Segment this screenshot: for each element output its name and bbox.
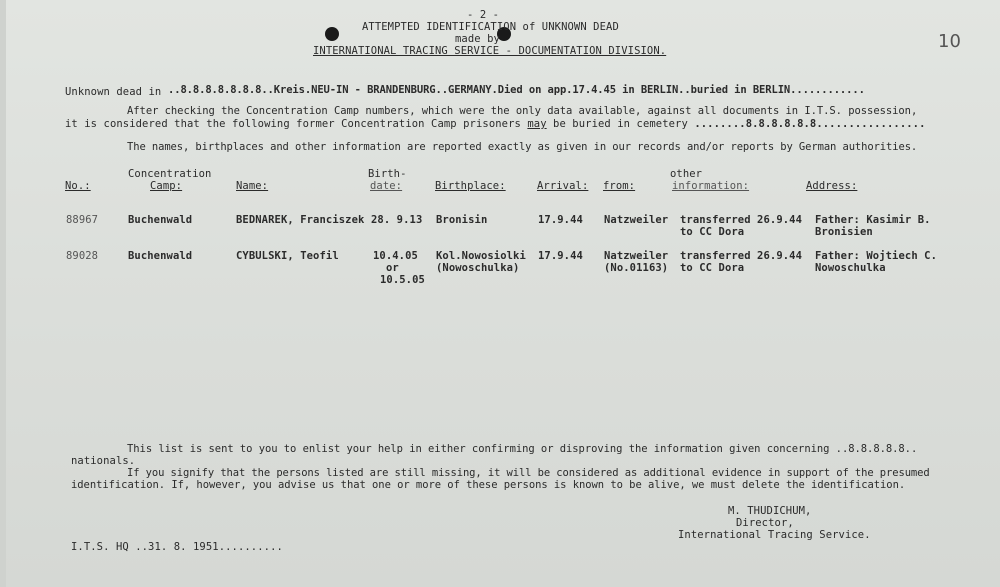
row-from-1: Natzweiler (604, 250, 669, 262)
row-number: 89028 (66, 250, 99, 262)
row-camp: Buchenwald (128, 214, 193, 226)
row-address-1: Father: Wojtiech C. (815, 250, 938, 262)
row-address-1: Father: Kasimir B. (815, 214, 931, 226)
header-camp-top: Concentration (128, 168, 212, 180)
header-address: Address: (806, 180, 858, 192)
made-by: made by (455, 33, 500, 45)
header-birth-top: Birth- (368, 168, 407, 180)
row-from-2: (No.01163) (604, 262, 669, 274)
intro-line-2: it is considered that the following former Concentration Camp prisoners may be buried in cemetery ........8.8.8.8.8.8................. (65, 118, 926, 130)
row-birthplace-1: Kol.Nowosiolki (436, 250, 526, 262)
row-from: Natzweiler (604, 214, 669, 226)
footer-line-4: identification. If, however, you advise us that one or more of these persons is known to be alive, we must delete the identification. (71, 479, 906, 491)
signatory-name: M. THUDICHUM, (728, 505, 812, 517)
row-arrival: 17.9.44 (538, 214, 583, 226)
row-birthdate: 28. 9.13 (371, 214, 423, 226)
row-camp: Buchenwald (128, 250, 193, 262)
row-info-1: transferred 26.9.44 (680, 214, 803, 226)
intro-line-3: The names, birthplaces and other information are reported exactly as given in our records and/or reports by German authorities. (127, 141, 918, 153)
intro-line-1: After checking the Concentration Camp numbers, which were the only data available, against all documents in I.T.S. possession, (127, 105, 918, 117)
unknown-dead-label: Unknown dead in (65, 86, 162, 98)
header-name: Name: (236, 180, 269, 192)
header-camp: Camp: (150, 180, 183, 192)
row-name: BEDNAREK, Franciszek (236, 214, 365, 226)
organization-title: INTERNATIONAL TRACING SERVICE - DOCUMENTATION DIVISION. (313, 45, 667, 57)
row-birthdate-2: or (386, 262, 399, 274)
row-birthplace: Bronisin (436, 214, 488, 226)
unknown-dead-value: ..8.8.8.8.8.8.8..Kreis.NEU-IN - BRANDENBURG..GERMANY.Died on app.17.4.45 in BERLIN..buried in BERLIN............ (168, 84, 865, 96)
header-other: information: (672, 180, 750, 192)
footer-line-2: nationals. (71, 455, 136, 467)
row-birthdate-3: 10.5.05 (380, 274, 425, 286)
signatory-role: Director, (736, 517, 794, 529)
header-birth: date: (370, 180, 403, 192)
row-info-1: transferred 26.9.44 (680, 250, 803, 262)
page-edge (0, 0, 6, 587)
signatory-organization: International Tracing Service. (678, 529, 871, 541)
row-number: 88967 (66, 214, 99, 226)
page-number: 10 (938, 31, 961, 52)
header-birthplace: Birthplace: (435, 180, 506, 192)
row-name: CYBULSKI, Teofil (236, 250, 339, 262)
row-birthplace-2: (Nowoschulka) (436, 262, 520, 274)
footer-line-1: This list is sent to you to enlist your help in either confirming or disproving the information given concerning ..8.8.8.8.8.. (127, 443, 918, 455)
header-arrival: Arrival: (537, 180, 589, 192)
row-arrival: 17.9.44 (538, 250, 583, 262)
hq-date: I.T.S. HQ ..31. 8. 1951.......... (71, 541, 283, 553)
page-marker: - 2 - (467, 9, 500, 21)
header-other-top: other (670, 168, 703, 180)
row-address-2: Bronisien (815, 226, 873, 238)
row-info-2: to CC Dora (680, 226, 745, 238)
header-no: No.: (65, 180, 91, 192)
row-info-2: to CC Dora (680, 262, 745, 274)
document-title: ATTEMPTED IDENTIFICATION of UNKNOWN DEAD (362, 21, 619, 33)
header-from: from: (603, 180, 636, 192)
row-address-2: Nowoschulka (815, 262, 886, 274)
punch-hole-left (325, 27, 339, 41)
footer-line-3: If you signify that the persons listed are still missing, it will be considered as additional evidence in support of the presumed (127, 467, 930, 479)
row-birthdate-1: 10.4.05 (373, 250, 418, 262)
